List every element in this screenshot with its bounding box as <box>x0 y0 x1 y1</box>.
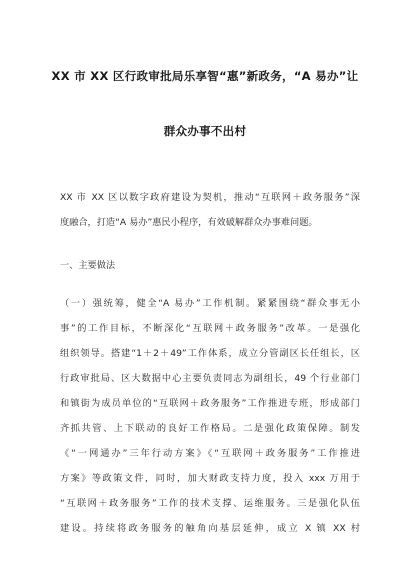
body-line: 齐抓共管、上下联动的良好工作格局。二是强化政策保障。制发 <box>60 423 360 434</box>
document-title-line-1: XX 市 XX 区行政审批局乐享智“惠”新政务，“A 易办”让 <box>51 69 359 83</box>
body-line: 事”的工作目标，不断深化“互联网＋政务服务”改革。一是强化 <box>60 323 360 334</box>
body-line: 和镇街为成员单位的“互联网＋政务服务”工作推进专班，形成部门 <box>60 398 360 409</box>
intro-line: XX 市 XX 区以数字政府建设为契机，推动“互联网＋政务服务”深 <box>60 192 360 203</box>
body-line: 方案》等政策文件，同时，加大财政支持力度，投入 xxx 万用于 <box>60 473 360 484</box>
body-line: 行政审批局、区大数据中心主要负责同志为副组长，49 个行业部门 <box>60 373 360 384</box>
intro-line: 度融合，打造“A 易办”惠民小程序，有效破解群众办事难问题。 <box>60 217 318 228</box>
section-heading: 一、主要做法 <box>60 260 116 271</box>
body-line: 《“一网通办”三年行动方案》《“互联网＋政务服务”工作推进 <box>60 448 360 459</box>
body-line: （一）强统筹，健全“A 易办”工作机制。紧紧围绕“群众事无小 <box>60 298 360 309</box>
intro-paragraph <box>60 185 360 235</box>
document-title-line-2: 群众办事不出村 <box>163 124 247 138</box>
body-line: 建设。持续将政务服务的触角向基层延伸，成立 X 镇 XX 村 <box>60 523 360 534</box>
body-line: 组织领导。搭建“1＋2＋49”工作体系，成立分管副区长任组长，区 <box>60 348 360 359</box>
body-paragraph <box>60 291 360 541</box>
body-line: “互联网＋政务服务”工作的技术支撑、运维服务。三是强化队伍 <box>60 498 360 509</box>
